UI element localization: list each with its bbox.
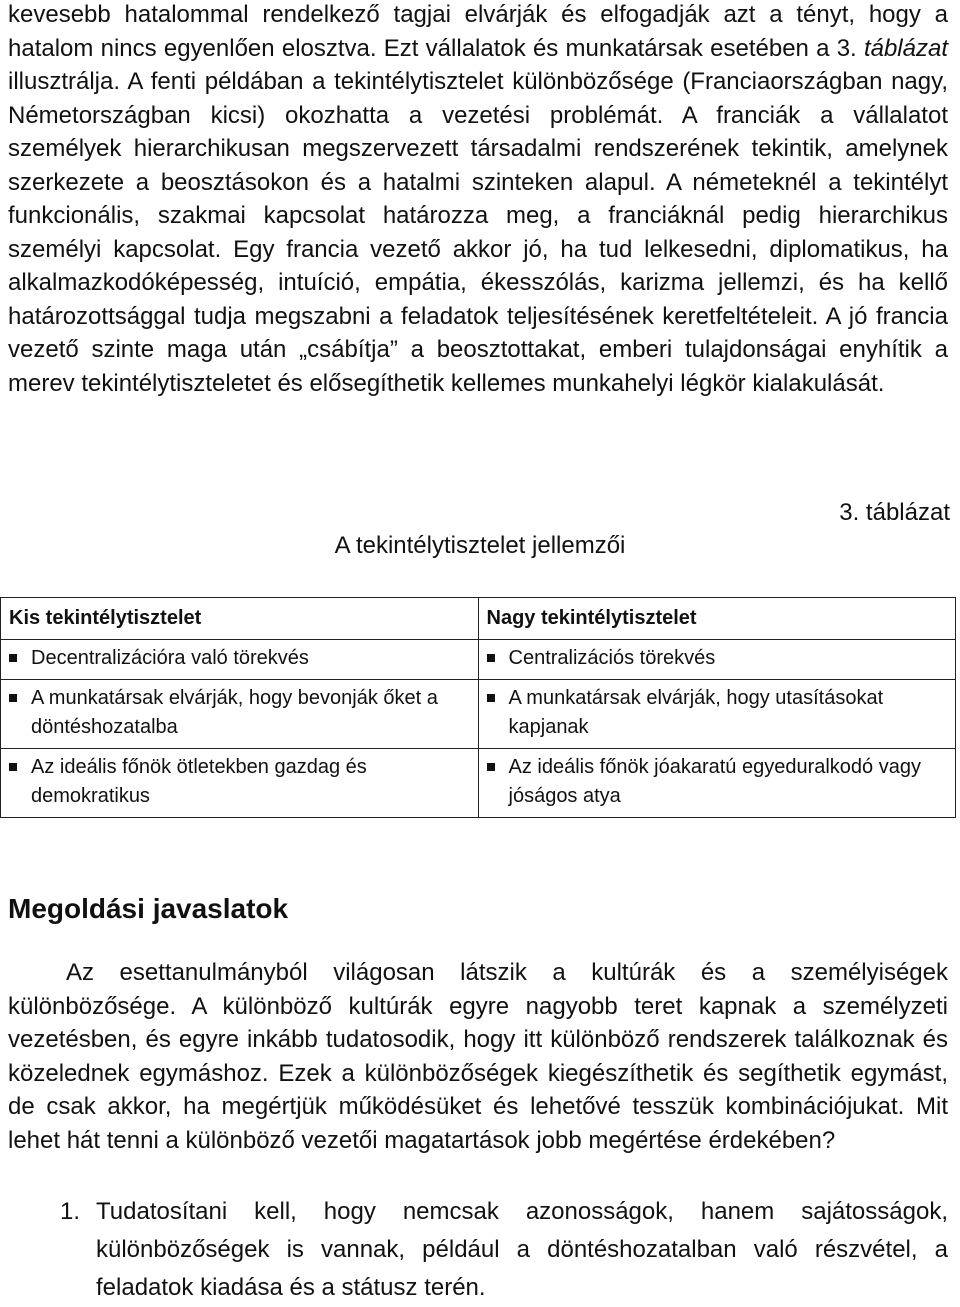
square-bullet-icon	[9, 684, 31, 742]
cell-text: Decentralizációra való törekvés	[31, 647, 309, 669]
square-bullet-icon	[487, 644, 509, 673]
intro-paragraph	[8, 0, 948, 400]
table-label: 3. táblázat	[839, 499, 950, 526]
intro-text-part1: kevesebb hatalommal rendelkező tagjai elvárják és elfogadják azt a tényt, hogy a hatalom nincs egyenlően elosztva. Ezt vállalatok és munkatársak esetében a 3.	[8, 1, 948, 62]
intro-text-italic: táblázat	[863, 34, 948, 62]
square-bullet-icon	[487, 753, 509, 811]
comparison-table	[0, 597, 956, 818]
table-header-row	[1, 598, 956, 640]
section-heading: Megoldási javaslatok	[8, 893, 289, 924]
cell-text: Az ideális főnök jóakaratú egyeduralkodó vagy jóságos atya	[508, 756, 921, 807]
table-cell	[1, 640, 479, 680]
square-bullet-icon	[9, 644, 31, 673]
table-row	[1, 749, 956, 818]
table-header-cell: Nagy tekintélytisztelet	[478, 598, 956, 640]
table-cell	[478, 749, 956, 818]
table-cell	[478, 640, 956, 680]
cell-text: A munkatársak elvárják, hogy utasításokat kapjanak	[508, 687, 884, 738]
list-item-number: 1.	[60, 1198, 81, 1225]
section-paragraph: Az esettanulmányból világosan látszik a kultúrák és a személyiségek különbözősége. A különböző kultúrák egyre nagyobb teret kapnak a személyzeti vezetésben, és egyre inkább tudatosodik, hogy itt különböző rendszerek találkoznak és közelednek egymáshoz. Ezek a különbözőségek kiegészíthetik és segíthetik egymást, de csak akkor, ha megértjük működésüket és lehetővé tesszük kombinációjukat. Mit lehet hát tenni a különböző vezetői magatartások jobb megértése érdekében?	[8, 959, 948, 1154]
table-header-cell: Kis tekintélytisztelet	[1, 598, 479, 640]
cell-text: A munkatársak elvárják, hogy bevonják őket a döntéshozatalba	[31, 687, 438, 738]
table-cell	[1, 680, 479, 749]
table-title: A tekintélytisztelet jellemzői	[334, 532, 626, 559]
cell-text: Centralizációs törekvés	[508, 647, 716, 669]
intro-text-part2: illusztrálja. A fenti példában a tekintélytisztelet különbözősége (Franciaországban nagy, Németországban kicsi) okozhatta a vezetési problémát. A franciák a vállalatot személyek hierarchikusan megszervezett társadalmi rendszerének tekintik, amelynek szerkezete a beosztásokon és a hatalmi szinteken alapul. A németeknél a tekintélyt funkcionális, szakmai kapcsolat határozza meg, a franciáknál pedig hierarchikus személyi kapcsolat. Egy francia vezető akkor jó, ha tud lelkesedni, diplomatikus, ha alkalmazkodóképesség, intuíció, empátia, ékesszólás, karizma jellemzi, és ha kellő határozottsággal tudja megszabni a feladatok teljesítésének keretfeltételeit. A jó francia vezető szinte maga után „csábítja” a beosztottakat, emberi tulajdonságai enyhítik a merev tekintélytiszteletet és elősegíthetik kellemes munkahelyi légkör kialakulását.	[8, 68, 948, 397]
cell-text: Az ideális főnök ötletekben gazdag és demokratikus	[31, 756, 367, 807]
list-item-text: Tudatosítani kell, hogy nemcsak azonosságok, hanem sajátosságok, különbözőségek is vannak, például a döntéshozatalban való részvétel, a feladatok kiadása és a státusz terén.	[96, 1198, 948, 1301]
list-item	[60, 1193, 948, 1307]
suggestion-list	[60, 1193, 948, 1307]
table-row	[1, 640, 956, 680]
square-bullet-icon	[487, 684, 509, 742]
table-row	[1, 680, 956, 749]
table-cell	[478, 680, 956, 749]
table-cell	[1, 749, 479, 818]
square-bullet-icon	[9, 753, 31, 811]
